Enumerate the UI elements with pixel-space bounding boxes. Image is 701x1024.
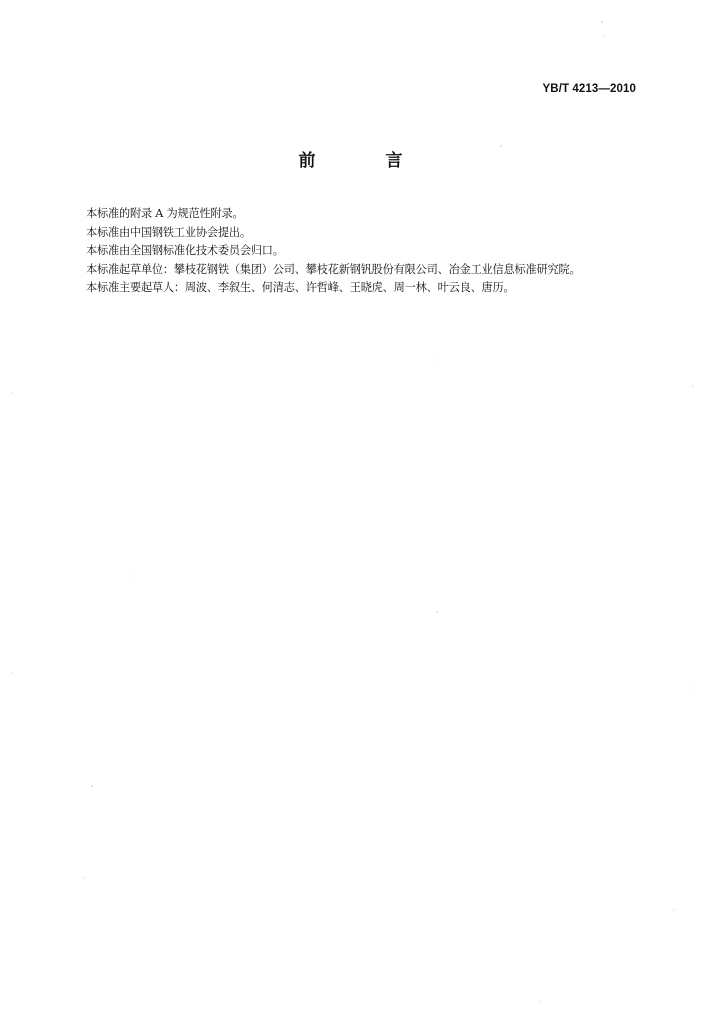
paragraph-drafters: 本标准主要起草人：周波、李叙生、何清志、许哲峰、王晓虎、周一林、叶云良、唐历。	[86, 281, 515, 294]
page-title: 前 言	[298, 151, 435, 171]
paragraph-committee: 本标准由全国钢标准化技术委员会归口。	[86, 244, 284, 257]
standard-code: YB/T 4213—2010	[542, 83, 636, 95]
paragraph-proposer: 本标准由中国钢铁工业协会提出。	[86, 225, 251, 239]
paragraph-drafting-units: 本标准起草单位：攀枝花钢铁（集团）公司、攀枝花新钢钒股份有限公司、冶金工业信息标准研究院。	[86, 262, 581, 276]
paragraph-annex: 本标准的附录 A 为规范性附录。	[86, 207, 244, 220]
